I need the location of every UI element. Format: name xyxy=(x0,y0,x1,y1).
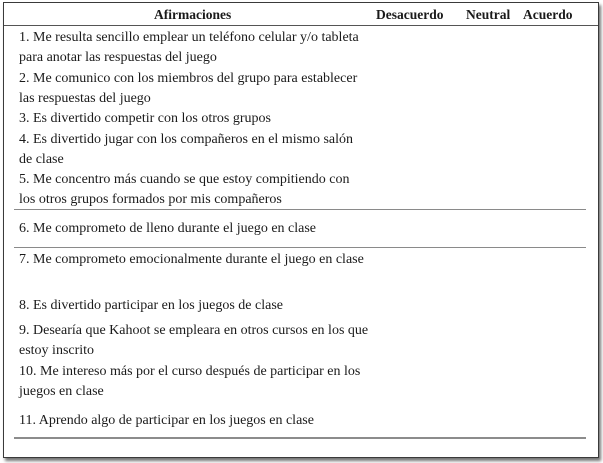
header-acuerdo: Acuerdo xyxy=(523,7,573,22)
header-neutral: Neutral xyxy=(466,7,511,22)
table-header xyxy=(4,3,598,26)
statement-3: 3. Es divertido competir con los otros grupos xyxy=(19,111,271,126)
statement-6: 6. Me comprometo de lleno durante el juego en clase xyxy=(19,221,317,236)
statement-5: 5. Me concentro más cuando se que estoy compitiendo con los otros grupos formados por mis compañeros xyxy=(19,172,350,207)
survey-table xyxy=(3,2,599,458)
header-desacuerdo: Desacuerdo xyxy=(376,7,444,22)
statement-7: 7. Me comprometo emocionalmente durante el juego en clase xyxy=(19,252,364,267)
statement-4: 4. Es divertido jugar con los compañeros en el mismo salón de clase xyxy=(19,132,353,167)
statement-8: 8. Es divertido participar en los juegos de clase xyxy=(19,298,283,313)
header-afirmaciones: Afirmaciones xyxy=(154,7,232,22)
statement-10: 10. Me intereso más por el curso después de participar en los juegos en clase xyxy=(19,364,361,399)
statement-11: 11. Aprendo algo de participar en los juegos en clase xyxy=(19,413,314,428)
table-bottom-rule xyxy=(14,437,586,439)
statement-1: 1. Me resulta sencillo emplear un teléfono celular y/o tableta para anotar las respuestas del juego xyxy=(19,30,359,65)
statement-2: 2. Me comunico con los miembros del grupo para establecer las respuestas del juego xyxy=(19,71,358,106)
group-divider xyxy=(14,209,586,210)
statement-9: 9. Desearía que Kahoot se empleara en otros cursos en los que estoy inscrito xyxy=(19,323,369,358)
group-divider xyxy=(14,247,586,248)
